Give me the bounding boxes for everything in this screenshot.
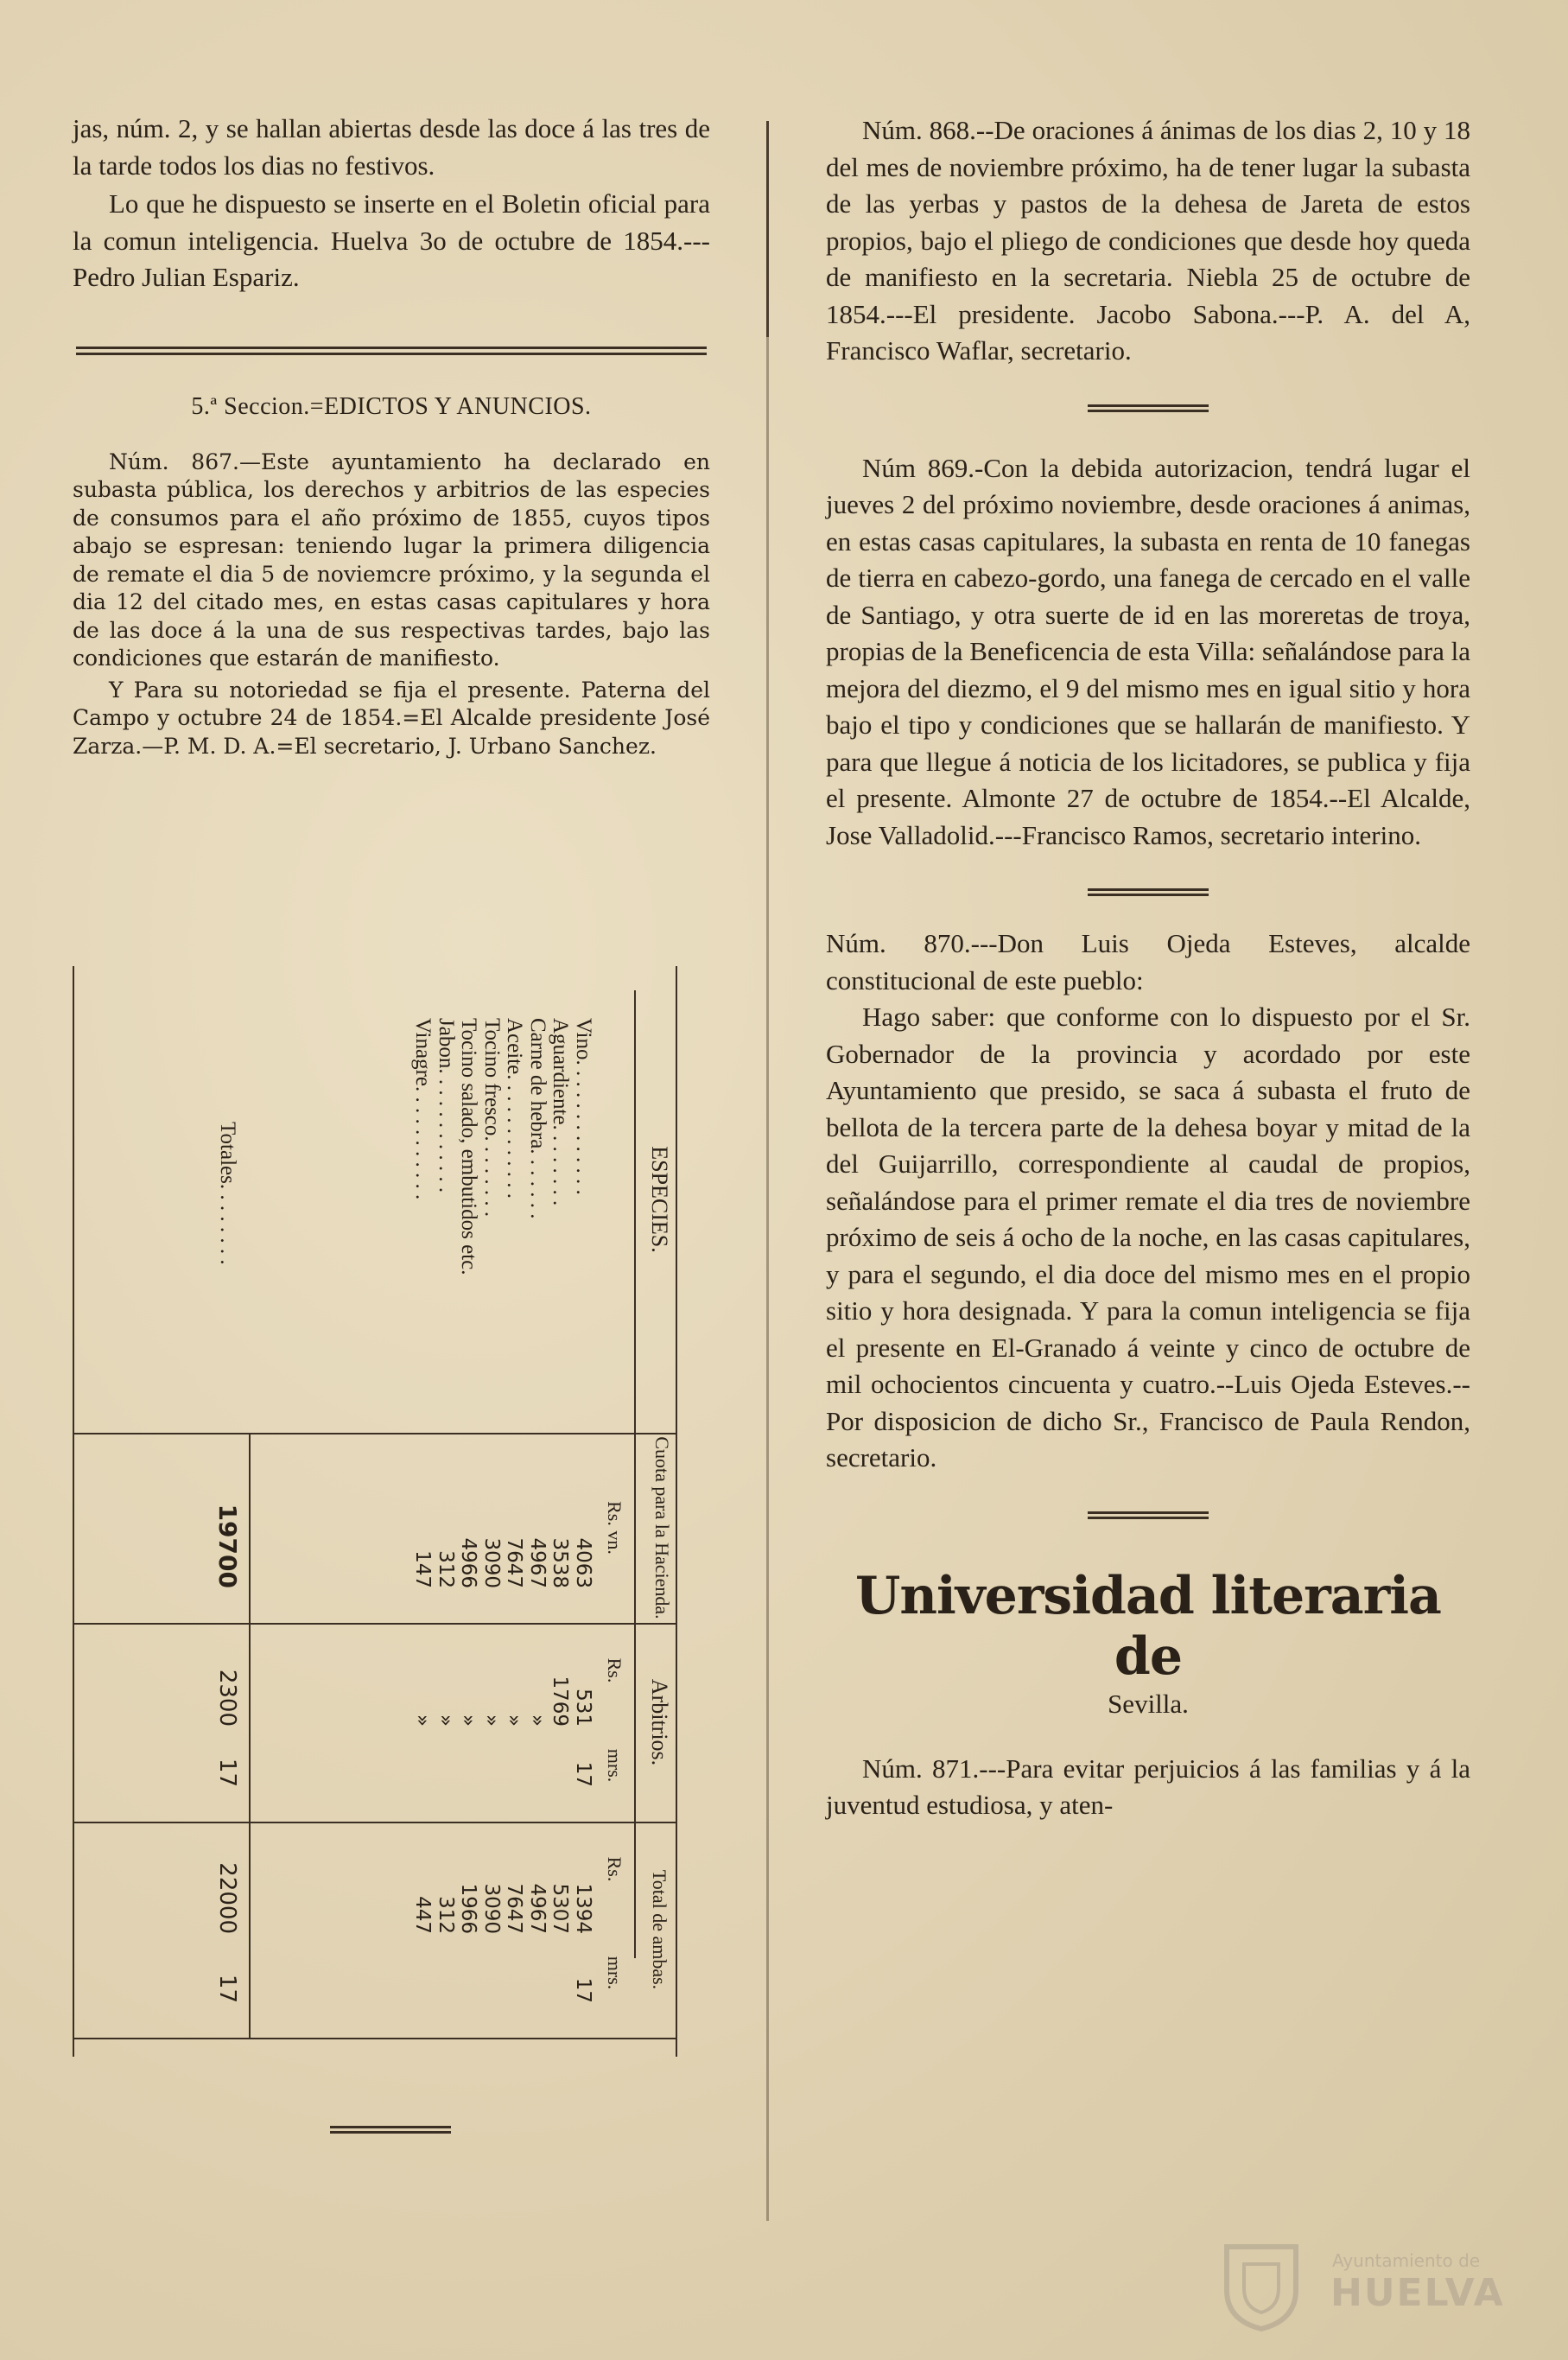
total-rs-value: 3090	[480, 1883, 503, 1934]
arbitrios-rs-value: 1769	[549, 1676, 572, 1727]
header-arbitrios-rs: Rs.	[604, 1657, 625, 1683]
short-rule	[1088, 888, 1209, 896]
total-rs-value: 4967	[526, 1883, 549, 1934]
table-rule	[73, 1822, 677, 1823]
archive-watermark	[1209, 2238, 1503, 2333]
table-rule	[73, 966, 74, 2057]
total-rs-value: 447	[411, 1896, 435, 1934]
header-especies: ESPECIES.	[647, 1146, 672, 1253]
total-ambas-mrs: 17	[214, 1974, 240, 2003]
cuota-value: 7647	[503, 1537, 526, 1588]
table-rule	[676, 966, 677, 2057]
text-paragraph: jas, núm. 2, y se hallan abiertas desde las doce á las tres de la tarde todos los dias no festivos.	[73, 113, 710, 181]
total-rs-value: 5307	[549, 1883, 572, 1934]
header-total-rs: Rs.	[604, 1856, 625, 1882]
announcement-871: Núm. 871.---Para evitar perjuicios á las familias y á la juventud estudiosa, y aten-	[826, 1753, 1470, 1820]
cuota-value: 4063	[572, 1537, 594, 1588]
arbitrios-rs-value: »	[503, 1714, 526, 1727]
species-name: Aceite. . . . . . . . . . . .	[503, 1018, 527, 1199]
species-name: Tocino salado, embutidos etc.	[457, 1018, 481, 1275]
total-ambas-rs: 22000	[214, 1862, 240, 1934]
text-paragraph: Lo que he dispuesto se inserte en el Boletin oficial para la comun inteligencia. Huelva 3o de octubre de 1854.---Pedro Julian Espariz.	[73, 188, 710, 292]
cuota-value: 312	[435, 1550, 457, 1588]
arbitrios-rs-value: »	[411, 1714, 435, 1727]
header-total-mrs: mrs.	[604, 1956, 625, 1990]
table-rule	[73, 2038, 677, 2039]
total-rs-value: 1394	[572, 1883, 594, 1934]
right-column	[826, 112, 1470, 1824]
species-name: Jabon. . . . . . . . . . . .	[435, 1018, 458, 1193]
university-heading: Universidad literaria de	[855, 1565, 1441, 1687]
header-arbitrios-mrs: mrs.	[604, 1748, 625, 1783]
section-heading: 5.ª Seccion.=EDICTOS Y ANUNCIOS.	[191, 392, 592, 420]
announcement-870-heading: Núm. 870.---Don Luis Ojeda Esteves, alcalde constitucional de este pueblo:	[826, 928, 1470, 996]
announcement-868: Núm. 868.--De oraciones á ánimas de los dias 2, 10 y 18 del mes de noviembre próximo, ha de tener lugar la subasta de las yerbas y pastos de la dehesa de Jareta de estos propios, bajo el pliego de condiciones que desde hoy queda de manifiesto en la secretaria. Niebla 25 de octubre de 1854.---El presidente. Jacobo Sabona.---P. A. del A, Francisco Waflar, secretario.	[826, 115, 1470, 366]
arbitrios-rs-value: »	[457, 1714, 480, 1727]
left-column	[73, 111, 710, 760]
arbitrios-rs-value: »	[526, 1714, 549, 1727]
total-rs-value: 7647	[503, 1883, 526, 1934]
short-rule	[1088, 404, 1209, 412]
cuota-value: 4967	[526, 1537, 549, 1588]
announcement-867: Núm. 867.—Este ayuntamiento ha declarado en subasta pública, los derechos y arbitrios de las especies de consumos para el año próximo de 1855, cuyos tipos abajo se espresan: teniendo lugar la primera diligencia de remate el dia 5 de noviemcre próximo, y la segunda el dia 12 del citado mes, en estas casas capitulares y hora de las doce á la una de sus respectivas tardes, bajo las condiciones que estarán de manifiesto.	[73, 448, 710, 671]
total-mrs-value: 17	[572, 1977, 594, 2003]
totals-label: Totales. . . . . . . .	[216, 1122, 239, 1265]
total-cuota: 19700	[213, 1504, 242, 1588]
header-arbitrios: Arbitrios.	[647, 1678, 672, 1766]
arbitrios-rs-value: »	[435, 1714, 457, 1727]
cuota-value: 147	[411, 1550, 435, 1588]
species-name: Vino. . . . . . . . . . . . .	[572, 1018, 595, 1195]
species-name: Vinagre. . . . . . . . . . .	[411, 1018, 435, 1200]
watermark-small-text: Ayuntamiento de	[1332, 2250, 1481, 2271]
short-rule	[330, 2126, 451, 2134]
university-subheading: Sevilla.	[1108, 1688, 1189, 1719]
announcement-869: Núm 869.-Con la debida autorizacion, tendrá lugar el jueves 2 del próximo noviembre, desde oraciones á animas, en estas casas capitulares, la subasta en renta de 10 fanegas de tierra en cabezo-gordo, una fanega de cercado en el valle de Santiago, y otra suerte de id en las moreretas de troya, propias de la Beneficencia de esta Villa: señalándose para la mejora del diezmo, el 9 del mismo mes en igual sitio y hora bajo el tipo y condiciones que se hallarán de manifiesto. Y para que llegue á noticia de los licitadores, se publica y fija el presente. Almonte 27 de octubre de 1854.--El Alcalde, Jose Valladolid.---Francisco Ramos, secretario interino.	[826, 452, 1470, 850]
header-cuota-unit: Rs. vn.	[604, 1501, 625, 1555]
species-name: Tocino fresco. . . . . . . .	[480, 1018, 504, 1218]
table-rule	[73, 1433, 677, 1434]
watermark-big-text: HUELVA	[1330, 2271, 1505, 2315]
total-arbitrios-mrs: 17	[214, 1758, 240, 1787]
total-rs-value: 1966	[457, 1883, 480, 1934]
announcement-870: Hago saber: que conforme con lo dispuesto por el Sr. Gobernador de la provincia y acordado por este Ayuntamiento que presido, se saca á subasta el fruto de bellota de la tercera parte de la dehesa boyar y mitad de la del Guijarrillo, correspondiente al caudal de propios, señalándose para el primer remate el dia tres de noviembre próximo de seis á ocho de la noche, en las casas capitulares, y para el segundo, el dia doce del mismo mes en el propio sitio y hora designada. Y para la comun inteligencia se fija el presente en El-Granado á veinte y cinco de octubre de mil ochocientos cincuenta y cuatro.--Luis Ojeda Esteves.--Por disposicion de dicho Sr., Francisco de Paula Rendon, secretario.	[826, 1002, 1470, 1473]
total-arbitrios-rs: 2300	[214, 1669, 240, 1727]
double-rule	[76, 347, 707, 355]
announcement-867-signature: Y Para su notoriedad se fija el presente. Paterna del Campo y octubre 24 de 1854.=El Alcalde presidente José Zarza.—P. M. D. A.=El secretario, J. Urbano Sanchez.	[73, 677, 710, 759]
cuota-value: 3538	[549, 1537, 572, 1588]
tariff-table	[73, 966, 677, 2057]
table-rule	[73, 1623, 677, 1625]
seal-icon	[1209, 2238, 1313, 2333]
species-name: Carne de hebra. . . . . . .	[526, 1018, 549, 1219]
species-name: Aguardiente. . . . . . . .	[549, 1018, 573, 1206]
cuota-value: 4966	[457, 1537, 480, 1588]
cuota-value: 3090	[480, 1537, 503, 1588]
total-rs-value: 312	[435, 1896, 457, 1934]
header-total: Total de ambas.	[649, 1869, 670, 1990]
table-rule	[249, 1433, 251, 2038]
arbitrios-mrs-value: 17	[572, 1761, 594, 1787]
short-rule	[1088, 1511, 1209, 1519]
arbitrios-rs-value: 531	[572, 1689, 594, 1727]
column-divider-top	[766, 121, 769, 337]
header-cuota: Cuota para la Hacienda.	[651, 1436, 673, 1619]
column-divider	[766, 121, 769, 2221]
arbitrios-rs-value: »	[480, 1714, 503, 1727]
table-rule	[634, 990, 636, 1958]
